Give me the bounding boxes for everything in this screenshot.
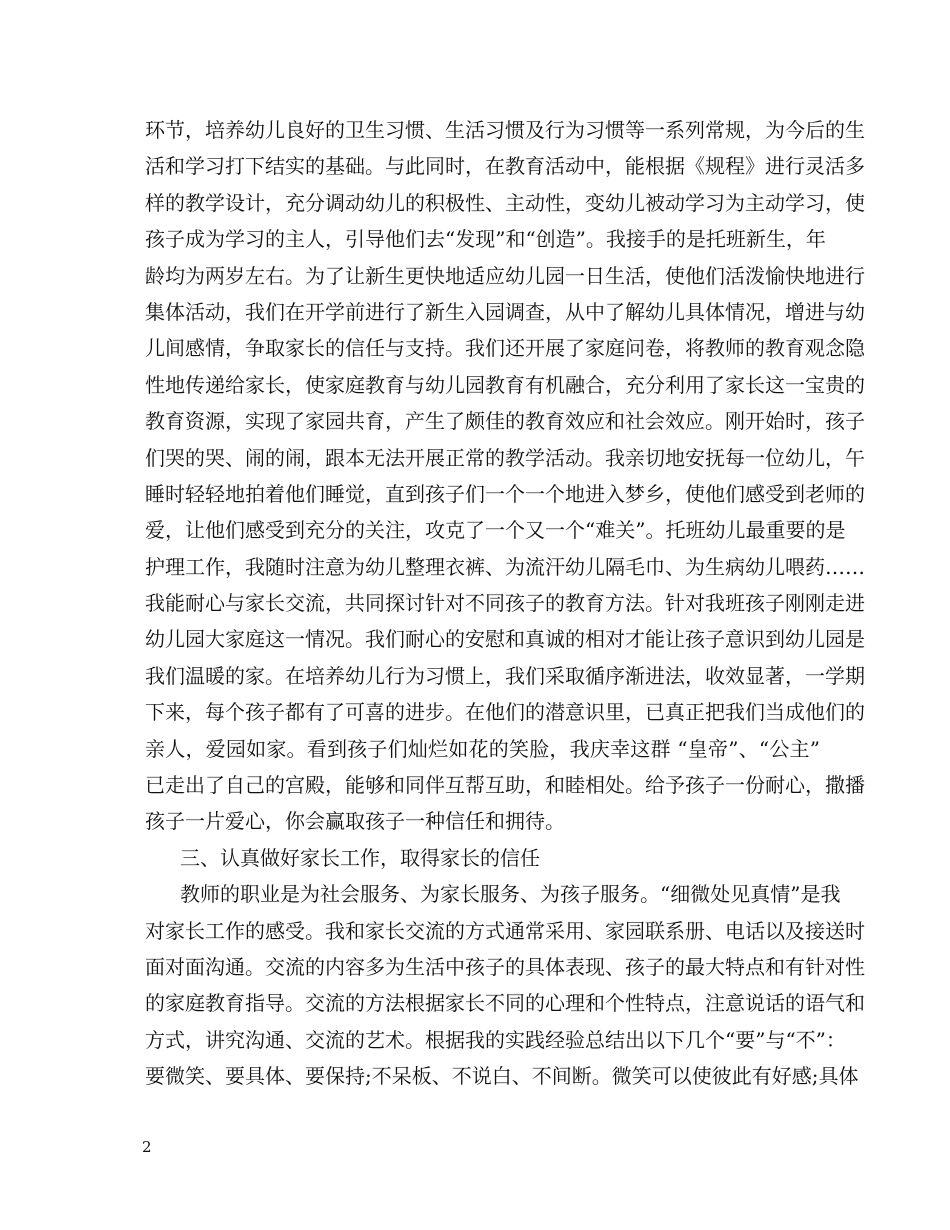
text-line: 要微笑、要具体、要保持;不呆板、不说白、不间断。微笑可以使彼此有好感;具体	[145, 1064, 859, 1089]
text-line: 集体活动，我们在开学前进行了新生入园调查，从中了解幼儿具体情况，增进与幼	[145, 299, 865, 324]
page-number: 2	[142, 1138, 152, 1156]
text-line: 亲人，爱园如家。看到孩子们灿烂如花的笑脸，我庆幸这群 “皇帝”、“公主”	[145, 736, 820, 761]
text-line: 环节，培养幼儿良好的卫生习惯、生活习惯及行为习惯等一系列常规，为今后的生	[145, 118, 865, 142]
text-line: 面对面沟通。交流的内容多为生活中孩子的具体表现、孩子的最大特点和有针对性	[145, 954, 865, 979]
text-line: 样的教学设计，充分调动幼儿的积极性、主动性，变幼儿被动学习为主动学习，使	[145, 190, 865, 215]
text-line: 已走出了自己的宫殿，能够和同伴互帮互助，和睦相处。给予孩子一份耐心，撒播	[145, 773, 865, 798]
text-line: 的家庭教育指导。交流的方法根据家长不同的心理和个性特点，注意说话的语气和	[145, 991, 865, 1016]
text-line: 下来，每个孩子都有了可喜的进步。在他们的潜意识里，已真正把我们当成他们的	[145, 700, 865, 725]
text-line: 爱，让他们感受到充分的关注，攻克了一个又一个“难关”。托班幼儿最重要的是	[145, 518, 846, 543]
text-line: 对家长工作的感受。我和家长交流的方式通常采用、家园联系册、电话以及接送时	[145, 918, 865, 943]
text-line: 活和学习打下结实的基础。与此同时，在教育活动中，能根据《规程》进行灵活多	[145, 154, 865, 179]
text-line: 们哭的哭、闹的闹，跟本无法开展正常的教学活动。我亲切地安抚每一位幼儿，午	[145, 445, 865, 470]
body-text	[145, 112, 865, 1095]
text-line: 方式，讲究沟通、交流的艺术。根据我的实践经验总结出以下几个“要”与“不”：	[145, 1027, 846, 1052]
section-heading: 三、认真做好家长工作，取得家长的信任	[180, 845, 540, 870]
text-line: 教育资源，实现了家园共育，产生了颇佳的教育效应和社会效应。刚开始时，孩子	[145, 409, 865, 434]
text-line: 睡时轻轻地拍着他们睡觉，直到孩子们一个一个地进入梦乡，使他们感受到老师的	[145, 481, 865, 506]
text-line: 儿间感情，争取家长的信任与支持。我们还开展了家庭问卷，将教师的教育观念隐	[145, 336, 865, 361]
text-line: 教师的职业是为社会服务、为家长服务、为孩子服务。“细微处见真情”是我	[180, 882, 841, 907]
text-line: 幼儿园大家庭这一情况。我们耐心的安慰和真诚的相对才能让孩子意识到幼儿园是	[145, 627, 865, 652]
text-line: 护理工作，我随时注意为幼儿整理衣裤、为流汗幼儿隔毛巾、为生病幼儿喂药……	[145, 554, 865, 579]
text-line: 我们温暖的家。在培养幼儿行为习惯上，我们采取循序渐进法，收效显著，一学期	[145, 663, 865, 688]
text-line: 龄均为两岁左右。为了让新生更快地适应幼儿园一日生活，使他们活泼愉快地进行	[145, 263, 865, 288]
text-line: 孩子一片爱心，你会赢取孩子一种信任和拥待。	[145, 809, 565, 834]
text-line: 孩子成为学习的主人，引导他们去“发现”和“创造”。我接手的是托班新生，年	[145, 227, 826, 252]
text-line: 性地传递给家长，使家庭教育与幼儿园教育有机融合，充分利用了家长这一宝贵的	[145, 372, 865, 397]
text-line: 我能耐心与家长交流，共同探讨针对不同孩子的教育方法。针对我班孩子刚刚走进	[145, 591, 865, 616]
